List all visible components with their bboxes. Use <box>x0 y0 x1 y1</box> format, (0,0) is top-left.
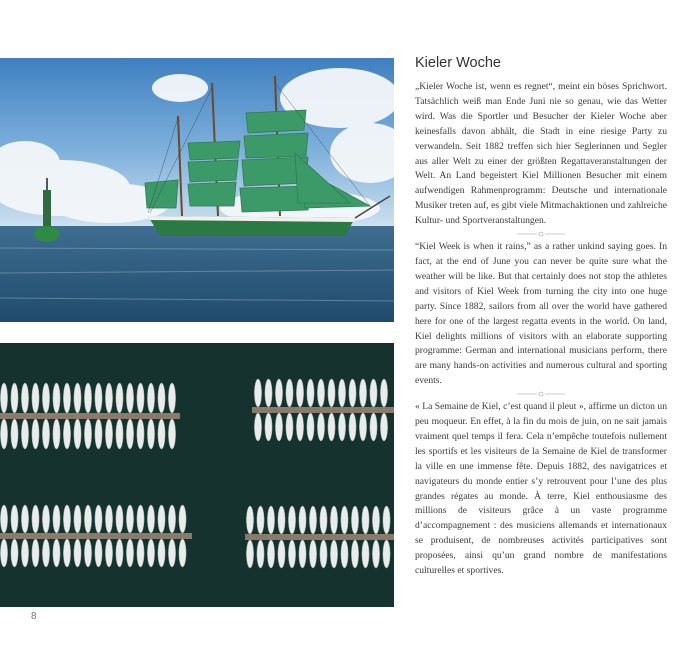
boat <box>307 379 314 407</box>
boat <box>116 419 123 449</box>
boat <box>147 419 154 449</box>
boat <box>320 506 327 534</box>
boat <box>84 419 91 449</box>
boat <box>0 539 7 567</box>
boat <box>362 506 369 534</box>
boat <box>286 379 293 407</box>
boat <box>32 419 39 449</box>
boat <box>383 540 390 568</box>
boat <box>257 506 264 534</box>
boat <box>11 419 18 449</box>
boat <box>116 539 123 567</box>
boat <box>307 413 314 441</box>
boat <box>179 505 186 533</box>
boat <box>32 505 39 533</box>
boat <box>137 419 144 449</box>
boat <box>147 383 154 413</box>
boat <box>299 506 306 534</box>
boat <box>267 540 274 568</box>
boat <box>168 539 175 567</box>
boat <box>11 505 18 533</box>
boat <box>341 506 348 534</box>
paragraph-german: „Kieler Woche ist, wenn es regnet“, meint ein böses Sprichwort. Tatsächlich weiß man Ende Juni nie so genau, wie das Wetter wird. Was die Sportler und Besucher der Kieler Woche aber keinesfalls davon abhält, die Stadt in eine riesige Party zu verwandeln. Seit 1882 treffen sich hier Seglerinnen und Segler aus aller Welt zu einer der größten Regattaveranstaltungen der Welt. An Land begeistert Kiel Millionen Besucher mit einem aufwendigen Rahmenprogramm: Deutsche und internationale Musiker treten auf, es gibt viele Mitmachaktionen und zahlreiche Kultur- und Sportveranstaltungen. <box>415 81 667 227</box>
boat <box>84 383 91 413</box>
boat <box>254 413 261 441</box>
boat <box>0 383 7 413</box>
boat <box>126 505 133 533</box>
boat <box>137 505 144 533</box>
boat <box>53 505 60 533</box>
ornament-divider <box>517 231 565 237</box>
boat <box>158 419 165 449</box>
boat <box>370 413 377 441</box>
boat <box>179 539 186 567</box>
boat <box>105 419 112 449</box>
boat <box>330 506 337 534</box>
boat <box>63 383 70 413</box>
boat <box>137 383 144 413</box>
boat <box>21 505 28 533</box>
boat <box>63 419 70 449</box>
boat <box>267 506 274 534</box>
boat <box>74 383 81 413</box>
marina-aerial-photo <box>0 343 394 607</box>
boat <box>42 505 49 533</box>
boat <box>309 540 316 568</box>
boat <box>317 379 324 407</box>
boat <box>32 539 39 567</box>
boat <box>359 413 366 441</box>
boat <box>63 539 70 567</box>
boat <box>168 419 175 449</box>
boat <box>0 505 7 533</box>
boat <box>126 383 133 413</box>
boat <box>338 379 345 407</box>
boat <box>254 379 261 407</box>
boat <box>349 379 356 407</box>
boat <box>126 419 133 449</box>
boat <box>168 383 175 413</box>
article-column <box>415 55 667 579</box>
boat <box>288 506 295 534</box>
boat <box>246 540 253 568</box>
boat <box>95 539 102 567</box>
boat <box>246 506 253 534</box>
boat <box>158 383 165 413</box>
boat <box>84 539 91 567</box>
boat <box>74 505 81 533</box>
boat <box>278 540 285 568</box>
paragraph-english: “Kiel Week is when it rains,” as a rather unkind saying goes. In fact, at the end of June you can never be quite sure what the weather will be like. But that certainly does not stop the athletes and visitors of Kiel Week from turning the city into one huge party. Since 1882, sailors from all over the world have gathered here for one of the largest regatta events in the world. On land, Kiel delights millions of visitors with an elaborate supporting programme: German and international musicians perform, there are many hands-on activities and numerous cultural and sporting events. <box>415 241 667 387</box>
boat <box>21 383 28 413</box>
boat <box>257 540 264 568</box>
boat <box>275 379 282 407</box>
boat <box>380 379 387 407</box>
boat <box>158 505 165 533</box>
paragraph-french: « La Semaine de Kiel, c’est quand il pleut », affirme un dicton un peu moqueur. En effet, à la fin du mois de juin, on ne sait jamais vraiment quel temps il fera. Cela n’empêche toutefois nullement les sportifs et les visiteurs de la Semaine de Kiel de transformer la ville en une immense fête. Depuis 1882, des navigatrices et navigateurs du monde entier s’y retrouvent pour l’une des plus grandes régates au monde. À terre, Kiel enthousiasme des millions de visiteurs grâce à un vaste programme d’accompagnement : des musiciens allemands et internationaux se produisent, de nombreuses activités participatives sont proposées, ainsi qu’un grand nombre de manifestations culturelles et sportives. <box>415 401 667 577</box>
boat <box>147 505 154 533</box>
boat <box>116 383 123 413</box>
boat <box>349 413 356 441</box>
boat <box>32 383 39 413</box>
boat <box>95 419 102 449</box>
boat <box>317 413 324 441</box>
boat <box>11 383 18 413</box>
boat <box>84 505 91 533</box>
boat <box>265 413 272 441</box>
boat <box>328 413 335 441</box>
boat <box>286 413 293 441</box>
boat <box>53 383 60 413</box>
boat <box>359 379 366 407</box>
boat <box>105 505 112 533</box>
tall-ship-photo <box>0 58 394 322</box>
boat <box>296 379 303 407</box>
boat <box>380 413 387 441</box>
boat <box>53 419 60 449</box>
boat <box>95 505 102 533</box>
boat <box>372 506 379 534</box>
boat <box>147 539 154 567</box>
boat <box>372 540 379 568</box>
boat <box>11 539 18 567</box>
boat <box>74 419 81 449</box>
boat <box>126 539 133 567</box>
boat <box>42 419 49 449</box>
boat <box>137 539 144 567</box>
boat <box>351 506 358 534</box>
boat <box>362 540 369 568</box>
boat <box>278 506 285 534</box>
boat <box>53 539 60 567</box>
boat <box>328 379 335 407</box>
boat <box>309 506 316 534</box>
boat <box>95 383 102 413</box>
boat <box>383 506 390 534</box>
boat <box>21 539 28 567</box>
boat <box>296 413 303 441</box>
boat <box>320 540 327 568</box>
boat <box>74 539 81 567</box>
boat <box>42 539 49 567</box>
boat <box>63 505 70 533</box>
boat <box>275 413 282 441</box>
article-title: Kieler Woche <box>415 55 501 71</box>
boat <box>265 379 272 407</box>
boat <box>330 540 337 568</box>
boat <box>370 379 377 407</box>
boat <box>105 383 112 413</box>
boat <box>158 539 165 567</box>
page-number: 8 <box>31 611 37 622</box>
boat <box>168 505 175 533</box>
ornament-divider <box>517 391 565 397</box>
boat <box>21 419 28 449</box>
boat <box>0 419 7 449</box>
boat <box>299 540 306 568</box>
boat <box>338 413 345 441</box>
boat <box>42 383 49 413</box>
boat <box>105 539 112 567</box>
boat <box>341 540 348 568</box>
boat <box>351 540 358 568</box>
boat <box>288 540 295 568</box>
boat <box>116 505 123 533</box>
